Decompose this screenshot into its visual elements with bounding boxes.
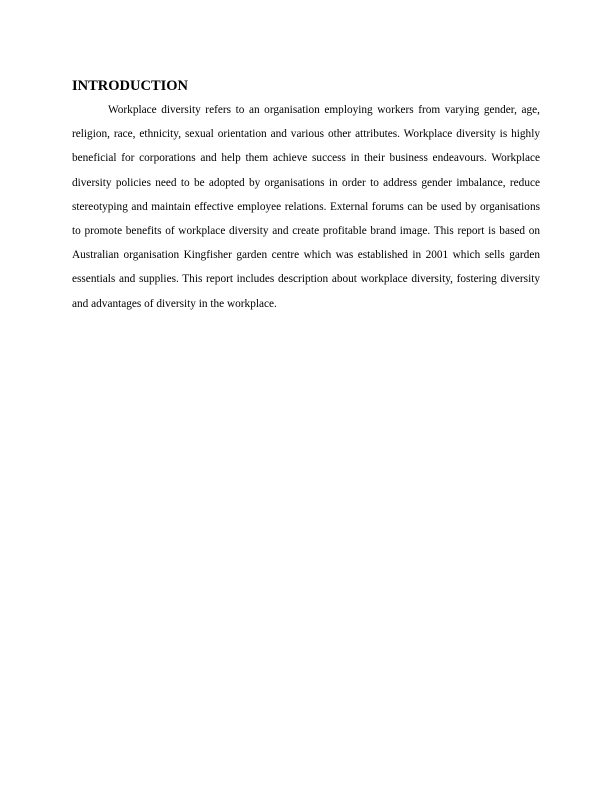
section-heading: INTRODUCTION bbox=[72, 78, 189, 94]
introduction-paragraph: Workplace diversity refers to an organisation employing workers from varying gender, age, religion, race, ethnicity, sexual orientation and various other attributes. Workplace diversity is highly beneficial for corporations and help them achieve success in their business endeavours. Workplace diversity policies need to be adopted by organisations in order to address gender imbalance, reduce stereotyping and maintain effective employee relations. External forums can be used by organisations to promote benefits of workplace diversity and create profitable brand image. This report is based on Australian organisation Kingfisher garden centre which was established in 2001 which sells garden essentials and supplies. This report includes description about workplace diversity, fostering diversity and advantages of diversity in the workplace. bbox=[72, 104, 540, 310]
